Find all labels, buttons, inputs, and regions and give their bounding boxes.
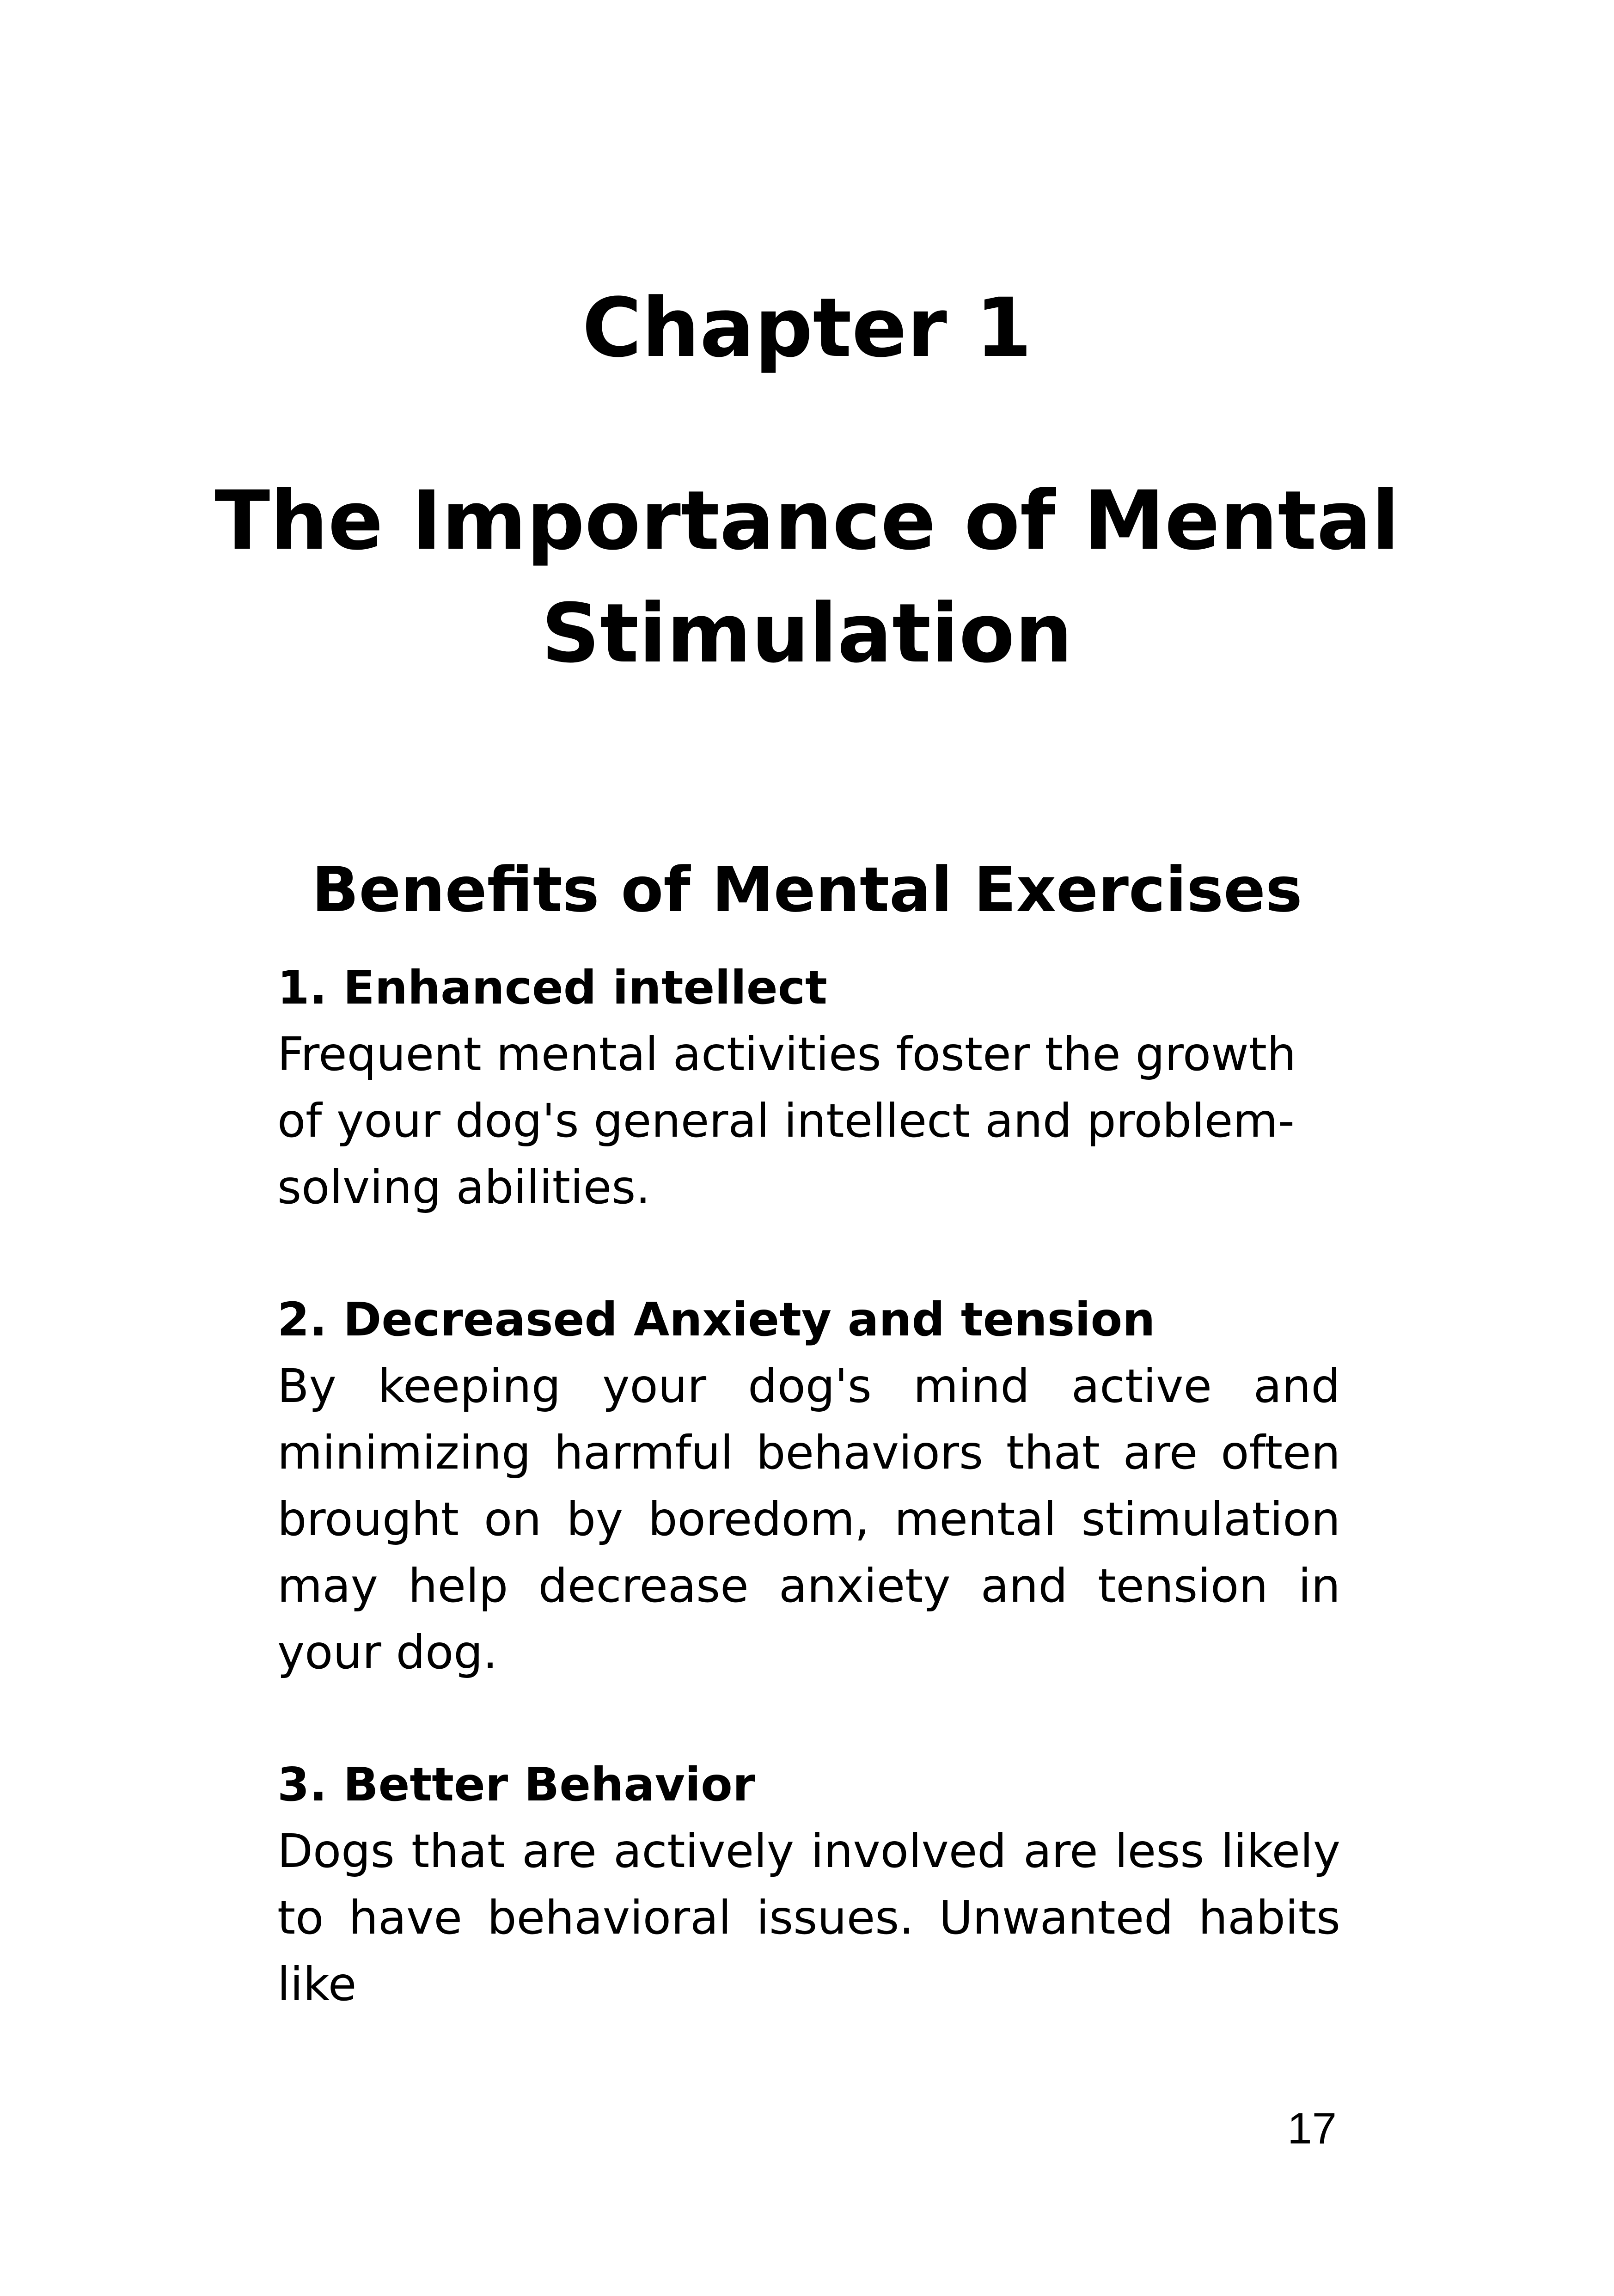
benefit-title: 3. Better Behavior	[277, 1757, 756, 1812]
benefit-text: By keeping your dog's mind active and minimizing harmful behaviors that are often brought on by boredom, mental stimulation may help decrease anxiety and tension in your dog.	[277, 1359, 1340, 1679]
chapter-title: The Importance of Mental Stimulation	[214, 473, 1400, 681]
page-number: 17	[1287, 2104, 1337, 2153]
chapter-label: Chapter 1	[582, 281, 1032, 375]
benefit-title: 1. Enhanced intellect	[277, 961, 827, 1015]
benefit-title: 2. Decreased Anxiety and tension	[277, 1292, 1155, 1347]
section-heading: Benefits of Mental Exercises	[312, 854, 1302, 926]
benefit-text: Frequent mental activities foster the growth of your dog's general intellect and problem-solving abilities.	[277, 1027, 1296, 1214]
benefit-item-3	[277, 1751, 1340, 2018]
benefit-item-1	[277, 955, 1340, 1221]
benefit-text: Dogs that are actively involved are less likely to have behavioral issues. Unwanted habits like	[277, 1824, 1340, 2011]
benefit-item-2	[277, 1286, 1340, 1686]
